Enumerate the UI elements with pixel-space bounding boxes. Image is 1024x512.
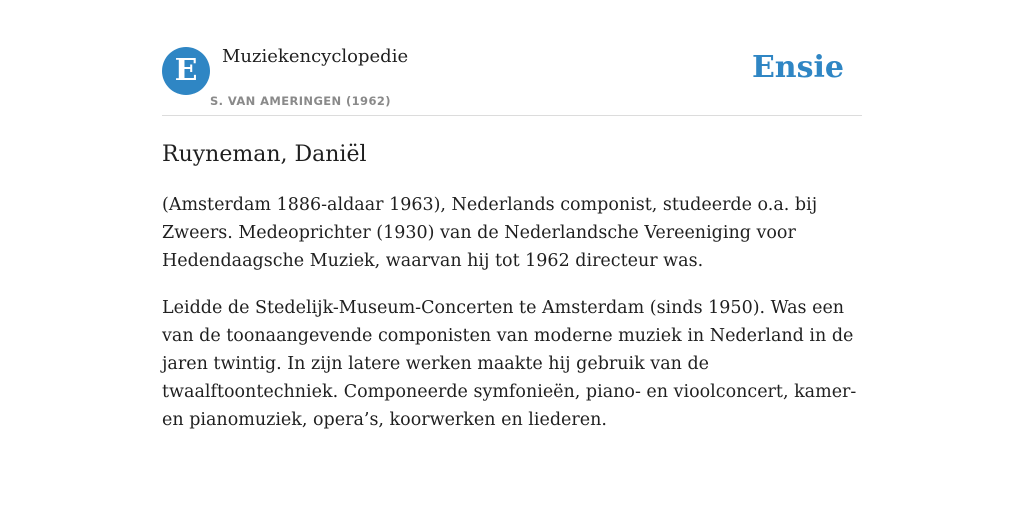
source-title[interactable]: Muziekencyclopedie: [222, 46, 409, 67]
source-author: S. VAN AMERINGEN (1962): [210, 94, 391, 108]
article-headword: Ruyneman, Daniël: [162, 142, 367, 167]
source-header: [162, 40, 862, 116]
article-paragraph: Leidde de Stedelijk-Museum-Concerten te Amsterdam (sinds 1950). Was een van de toonaangevende componisten van moderne muziek in Nederland in de jaren twintig. In zijn latere werken maakte hij gebruik van de twaalftoontechniek. Componeerde symfonieën, piano- en vioolconcert, kamer- en pianomuziek, opera’s, koorwerken en liederen.: [162, 298, 857, 430]
article-card: [162, 40, 862, 434]
article-paragraph: (Amsterdam 1886-aldaar 1963), Nederlands componist, studeerde o.a. bij Zweers. Medeoprichter (1930) van de Nederlandsche Vereeniging voor Hedendaagsche Muziek, waarvan hij tot 1962 directeur was.: [162, 195, 818, 271]
encyclopedia-logo-icon[interactable]: E: [162, 47, 210, 95]
brand-logo[interactable]: Ensie: [751, 50, 844, 85]
